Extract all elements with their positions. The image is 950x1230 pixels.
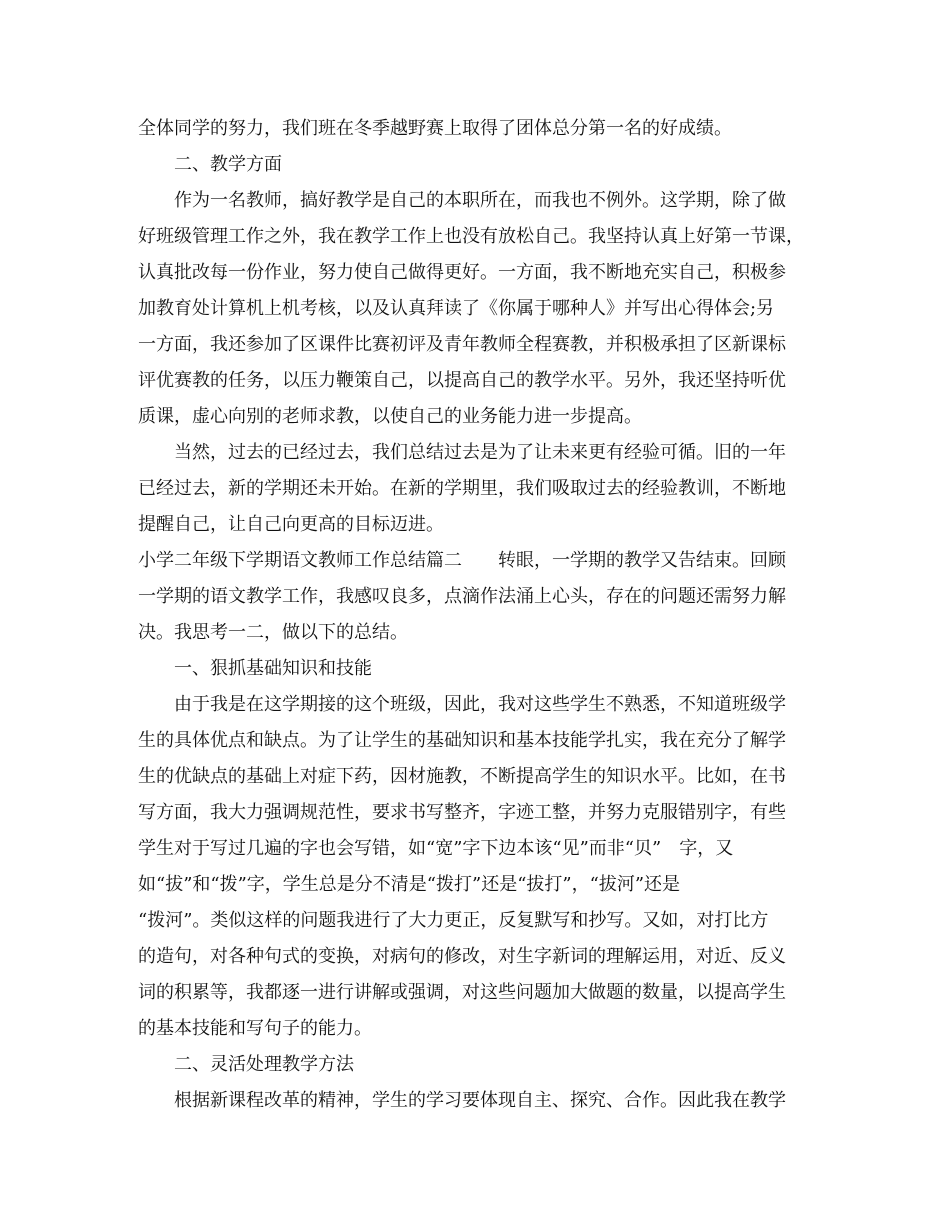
article-title-line: 小学二年级下学期语文教师工作总结篇二 转眼，一学期的教学又告结束。回顾 bbox=[138, 550, 786, 571]
paragraph-line: 写方面，我大力强调规范性，要求书写整齐，字迹工整，并努力克服错别字，有些 bbox=[138, 802, 786, 823]
paragraph-line: 生的优缺点的基础上对症下药，因材施教，不断提高学生的知识水平。比如，在书 bbox=[138, 766, 786, 787]
paragraph-line: 的基本技能和写句子的能力。 bbox=[138, 1018, 372, 1039]
paragraph-line: 一学期的语文教学工作，我感叹良多，点滴作法涌上心头，存在的问题还需努力解 bbox=[138, 586, 786, 607]
paragraph-line: 加教育处计算机上机考核，以及认真拜读了《你属于哪种人》并写出心得体会;另 bbox=[138, 298, 775, 319]
paragraph-line: 认真批改每一份作业，努力使自己做得更好。一方面，我不断地充实自己，积极参 bbox=[138, 262, 786, 283]
paragraph-line: 如“拔”和“拨”字，学生总是分不清是“拨打”还是“拔打”，“拔河”还是 bbox=[138, 874, 681, 895]
paragraph-line: 全体同学的努力，我们班在冬季越野赛上取得了团体总分第一名的好成绩。 bbox=[138, 118, 732, 139]
paragraph-line: 已经过去，新的学期还未开始。在新的学期里，我们吸取过去的经验教训，不断地 bbox=[138, 478, 786, 499]
paragraph-line: 的造句，对各种句式的变换，对病句的修改，对生字新词的理解运用，对近、反义 bbox=[138, 946, 786, 967]
section-heading: 一、狠抓基础知识和技能 bbox=[174, 658, 372, 679]
paragraph-line: “拨河”。类似这样的问题我进行了大力更正，反复默写和抄写。又如，对打比方 bbox=[138, 910, 769, 931]
paragraph-line: 评优赛教的任务，以压力鞭策自己，以提高自己的教学水平。另外，我还坚持听优 bbox=[138, 370, 786, 391]
section-heading: 二、教学方面 bbox=[174, 154, 282, 175]
paragraph-line: 根据新课程改革的精神，学生的学习要体现自主、探究、合作。因此我在教学 bbox=[174, 1090, 786, 1111]
section-heading: 二、灵活处理教学方法 bbox=[174, 1054, 354, 1075]
paragraph-line: 词的积累等，我都逐一进行讲解或强调，对这些问题加大做题的数量，以提高学生 bbox=[138, 982, 786, 1003]
paragraph-line: 当然，过去的已经过去，我们总结过去是为了让未来更有经验可循。旧的一年 bbox=[174, 442, 786, 463]
paragraph-line: 由于我是在这学期接的这个班级，因此，我对这些学生不熟悉，不知道班级学 bbox=[174, 694, 786, 715]
paragraph-line: 一方面，我还参加了区课件比赛初评及青年教师全程赛教，并积极承担了区新课标 bbox=[138, 334, 786, 355]
paragraph-line: 质课，虚心向别的老师求教，以使自己的业务能力进一步提高。 bbox=[138, 406, 642, 427]
paragraph-line: 决。我思考一二，做以下的总结。 bbox=[138, 622, 408, 643]
paragraph-line: 提醒自己，让自己向更高的目标迈进。 bbox=[138, 514, 444, 535]
paragraph-line: 好班级管理工作之外，我在教学工作上也没有放松自己。我坚持认真上好第一节课， bbox=[138, 226, 804, 247]
paragraph-line: 生的具体优点和缺点。为了让学生的基础知识和基本技能学扎实，我在充分了解学 bbox=[138, 730, 786, 751]
paragraph-line: 学生对于写过几遍的字也会写错，如“宽”字下边本该“见”而非“贝” 字，又 bbox=[138, 838, 734, 859]
paragraph-line: 作为一名教师，搞好教学是自己的本职所在，而我也不例外。这学期，除了做 bbox=[174, 190, 786, 211]
